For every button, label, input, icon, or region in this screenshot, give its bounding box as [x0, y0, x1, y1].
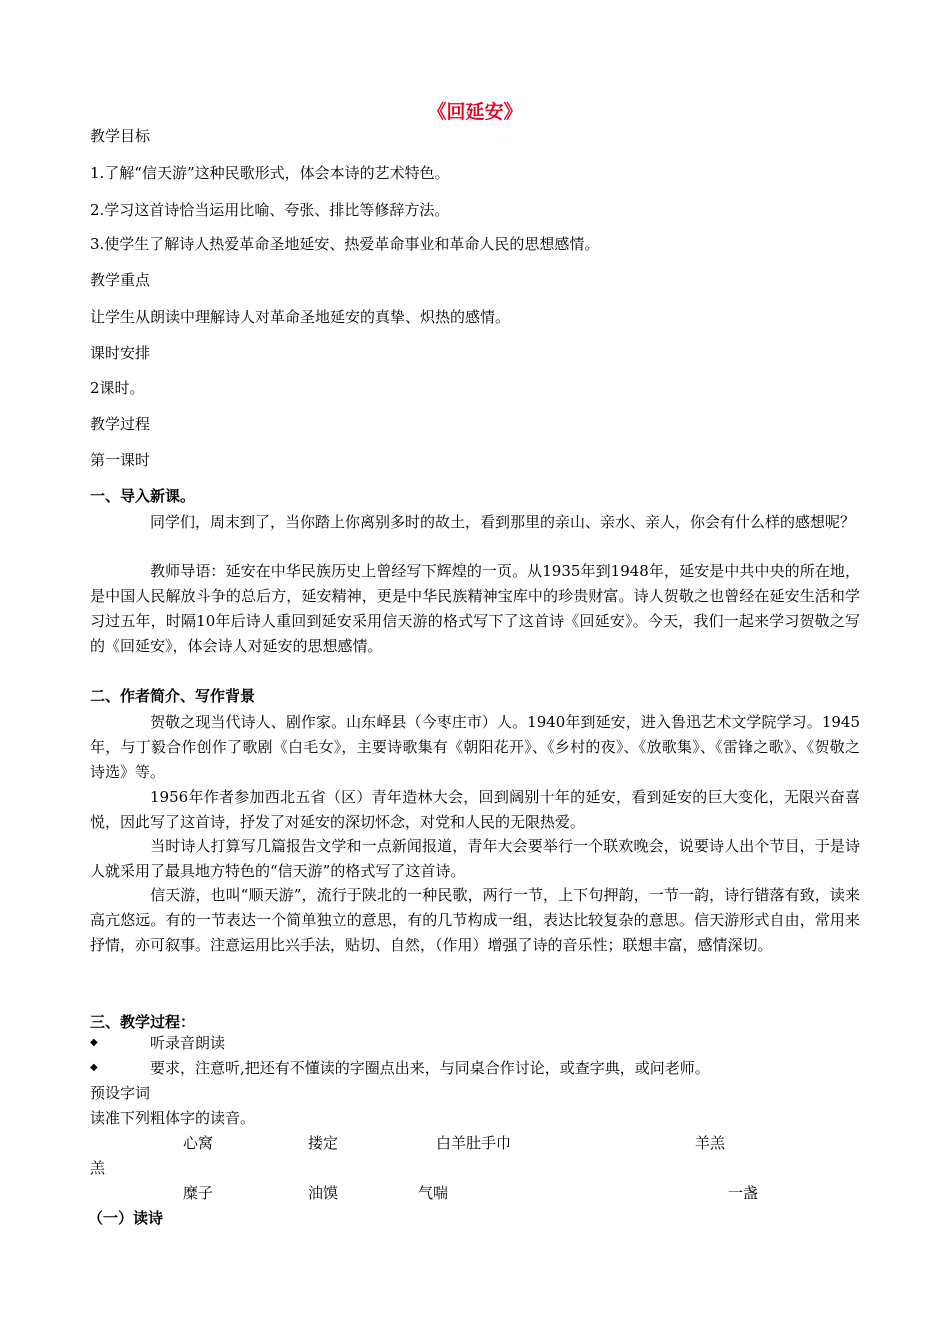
part2-paragraph-2 — [90, 785, 860, 835]
part2-paragraph-3 — [90, 834, 860, 884]
vocab-word: 油馍 — [308, 1184, 339, 1202]
part1-heading: 一、导入新课。 — [90, 487, 196, 505]
part2-paragraph-4-text: 信天游，也叫“顺天游”，流行于陕北的一种民歌，两行一节，上下句押韵，一节一韵，诗行错落有致，读来高亢悠远。有的一节表达一个简单独立的意思，有的几节构成一组，表达比较复杂的意思。信天游形式自由，常用来抒情，亦可叙事。注意运用比兴手法，贴切、自然，（作用）增强了诗的音乐性；联想丰富，感情深切。 — [90, 886, 860, 954]
vocab-word: 糜子 — [183, 1184, 214, 1202]
vocab-word: 白羊肚手巾 — [436, 1134, 512, 1152]
document-title: 《回延安》 — [427, 101, 523, 123]
preset-words-label: 预设字词 — [90, 1084, 151, 1102]
part3-heading: 三、教学过程： — [90, 1013, 196, 1031]
focus-text: 让学生从朗读中理解诗人对革命圣地延安的真挚、炽热的感情。 — [90, 308, 511, 326]
part2-heading: 二、作者简介、写作背景 — [90, 687, 256, 705]
vocab-word: 气喘 — [418, 1184, 449, 1202]
vocab-word: 搂定 — [308, 1134, 339, 1152]
first-lesson-label: 第一课时 — [90, 451, 151, 469]
part2-paragraph-1-text: 贺敬之现当代诗人、剧作家。山东峄县（今枣庄市）人。1940年到延安，进入鲁迅艺术文学院学习。1945年，与丁毅合作创作了歌剧《白毛女》，主要诗歌集有《朝阳花开》、《乡村的夜》、《放歌集》、《雷锋之歌》、《贺敬之诗选》等。 — [90, 713, 860, 781]
goal-item-1: 1.了解“信天游”这种民歌形式，体会本诗的艺术特色。 — [90, 164, 450, 182]
vocab-word: 心窝 — [183, 1134, 214, 1152]
part2-paragraph-2-text: 1956年作者参加西北五省（区）青年造林大会，回到阔别十年的延安，看到延安的巨大变化，无限兴奋喜悦，因此写了这首诗，抒发了对延安的深切怀念，对党和人民的无限热爱。 — [90, 788, 860, 831]
goals-heading: 教学目标 — [90, 127, 151, 145]
vocab-word: 羊羔 — [695, 1134, 726, 1152]
read-instruction: 读准下列粗体字的读音。 — [90, 1109, 256, 1127]
vocab-word: 一盏 — [728, 1184, 759, 1202]
bullet-marker-2: ◆ — [90, 1062, 98, 1073]
schedule-heading: 课时安排 — [90, 344, 151, 362]
sub-heading-read-poem: （一）读诗 — [88, 1209, 164, 1227]
vocab-wrap-char: 羔 — [90, 1159, 106, 1177]
part1-paragraph-2-text: 教师导语：延安在中华民族历史上曾经写下辉煌的一页。从1935年到1948年，延安是中共中央的所在地，是中国人民解放斗争的总后方，延安精神，更是中华民族精神宝库中的珍贵财富。诗人贺敬之也曾经在延安生活和学习过五年，时隔10年后诗人重回到延安采用信天游的格式写下了这首诗《回延安》。今天，我们一起来学习贺敬之写的《回延安》，体会诗人对延安的思想感情。 — [90, 562, 860, 655]
bullet-item-2: 要求，注意听,把还有不懂读的字圈点出来，与同桌合作讨论，或查字典，或问老师。 — [150, 1059, 710, 1077]
part1-paragraph-2 — [90, 559, 860, 659]
part2-paragraph-1 — [90, 710, 860, 785]
goal-item-3: 3.使学生了解诗人热爱革命圣地延安、热爱革命事业和革命人民的思想感情。 — [90, 235, 600, 253]
part1-paragraph-1 — [90, 510, 860, 535]
goal-item-2: 2.学习这首诗恰当运用比喻、夸张、排比等修辞方法。 — [90, 201, 450, 219]
part2-paragraph-3-text: 当时诗人打算写几篇报告文学和一点新闻报道，青年大会要举行一个联欢晚会，说要诗人出个节目，于是诗人就采用了最具地方特色的“信天游”的格式写了这首诗。 — [90, 837, 860, 880]
bullet-marker-1: ◆ — [90, 1037, 98, 1048]
schedule-text: 2课时。 — [90, 379, 145, 397]
part2-paragraph-4 — [90, 883, 860, 958]
bullet-item-1: 听录音朗读 — [150, 1034, 226, 1052]
focus-heading: 教学重点 — [90, 271, 151, 289]
part1-paragraph-1-text: 同学们，周末到了，当你踏上你离别多时的故土，看到那里的亲山、亲水、亲人，你会有什么样的感想呢？ — [150, 513, 856, 531]
process-heading: 教学过程 — [90, 415, 151, 433]
